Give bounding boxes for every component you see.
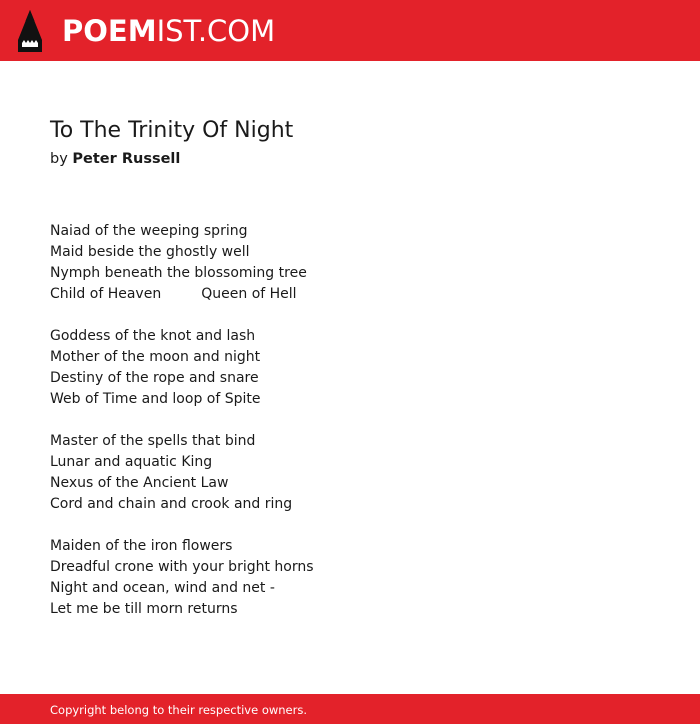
- poem-line: Dreadful crone with your bright horns: [50, 559, 314, 575]
- site-footer: [0, 694, 700, 724]
- poem-stanza: [50, 536, 650, 620]
- site-logo-link[interactable]: [18, 9, 275, 53]
- site-logo-text: [62, 13, 276, 48]
- poem-line: Night and ocean, wind and net -: [50, 580, 275, 596]
- poem-line: Nymph beneath the blossoming tree: [50, 265, 307, 281]
- poem-stanza: [50, 431, 650, 515]
- poem-title: To The Trinity Of Night: [50, 118, 294, 143]
- poem-line: Child of Heaven Queen of Hell: [50, 286, 297, 302]
- by-label: by: [50, 151, 68, 167]
- poem-line: Nexus of the Ancient Law: [50, 475, 229, 491]
- site-header: [0, 0, 700, 61]
- poem-body: [50, 221, 650, 620]
- poem-line: Let me be till morn returns: [50, 601, 238, 617]
- poem-line: Destiny of the rope and snare: [50, 370, 259, 386]
- copyright-text: Copyright belong to their respective owners.: [50, 703, 308, 717]
- poem-line: Maiden of the iron flowers: [50, 538, 233, 554]
- author-link[interactable]: Peter Russell: [72, 151, 181, 167]
- poem-line: Naiad of the weeping spring: [50, 223, 248, 239]
- poem-line: Mother of the moon and night: [50, 349, 261, 365]
- poem-line: Goddess of the knot and lash: [50, 328, 256, 344]
- poem-line: Lunar and aquatic King: [50, 454, 213, 470]
- poem-line: Cord and chain and crook and ring: [50, 496, 293, 512]
- poem-byline: [50, 148, 650, 170]
- poem-line: Maid beside the ghostly well: [50, 244, 250, 260]
- poem-line: Web of Time and loop of Spite: [50, 391, 261, 407]
- pencil-tip-icon: [18, 10, 42, 52]
- logo-bold-part: POEM: [62, 13, 157, 48]
- poem-content: [50, 114, 650, 641]
- poem-stanza: [50, 326, 650, 410]
- logo-light-part: IST.COM: [156, 13, 276, 48]
- poem-line: Master of the spells that bind: [50, 433, 256, 449]
- poem-stanza: [50, 221, 650, 305]
